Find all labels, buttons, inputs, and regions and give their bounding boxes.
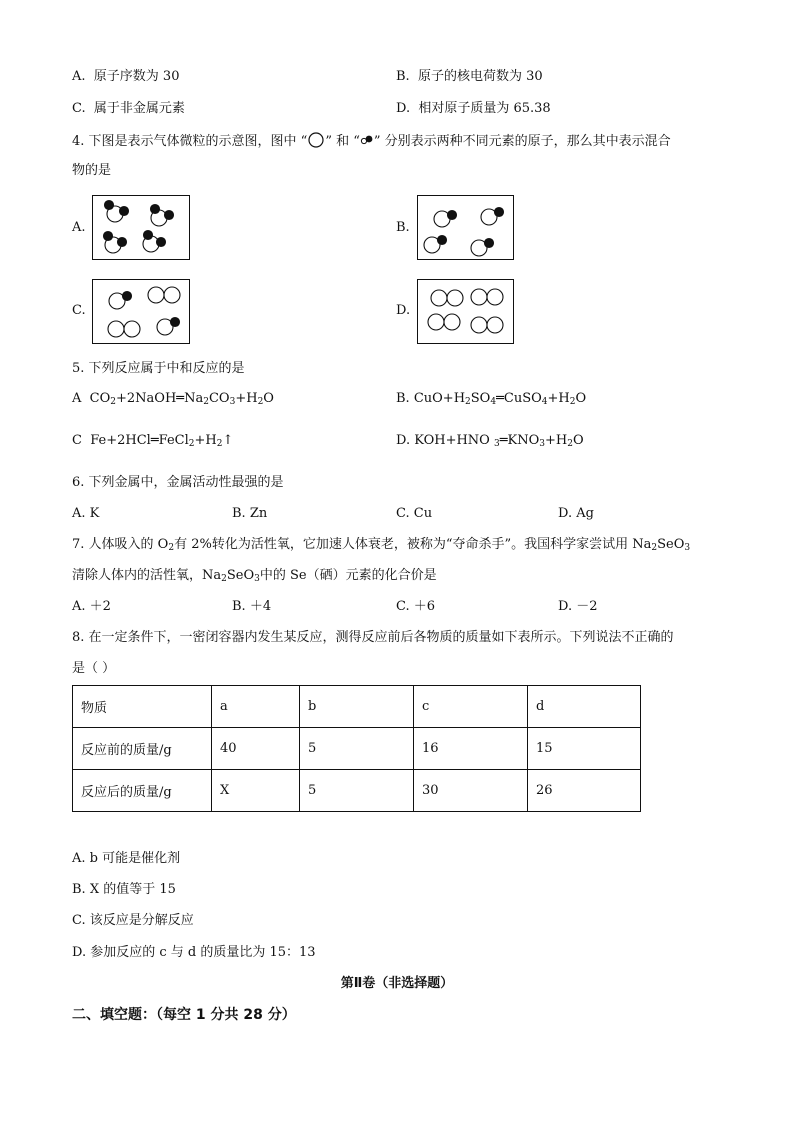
- diagram-a-molecules: [93, 196, 189, 259]
- q3-option-d: D. 相对原子质量为 65.38: [396, 101, 551, 116]
- solid-dot-icon: [360, 132, 374, 148]
- q7-stem-line2: 清除人体内的活性氧，$Na_2SeO_3$中的 Se（硒）元素的化合价是: [72, 568, 437, 584]
- q4-stem-line1: 4. 下图是表示气体微粒的示意图，图中 “ ” 和 “ ” 分别表示两种不同元素的原子，那么其中表示混合: [72, 134, 671, 149]
- q8-stem-line1: 8. 在一定条件下，一密闭容器内发生某反应，测得反应前后各物质的质量如下表所示。下列说法不正确的: [72, 630, 674, 645]
- table-cell: b: [300, 686, 414, 728]
- q6-option-a: A. K: [72, 506, 100, 521]
- diagram-b: [417, 195, 514, 260]
- q8-stem-line2: 是（ ）: [72, 661, 116, 676]
- diagram-b-molecules: [418, 196, 513, 259]
- table-cell: 物质: [73, 686, 212, 728]
- q7-option-c: C. ＋6: [396, 599, 436, 614]
- table-row: [73, 728, 641, 770]
- table-cell: 26: [528, 770, 641, 812]
- table-row: [73, 770, 641, 812]
- diagram-c-molecules: [93, 280, 189, 343]
- diagram-c: [92, 279, 190, 344]
- table-cell: 30: [414, 770, 528, 812]
- q4-label-c: C.: [72, 303, 86, 318]
- q7-option-d: D. －2: [558, 599, 598, 614]
- q5-option-c: C $Fe+2HCl═FeCl_2+H_2↑$: [72, 433, 234, 449]
- q3-option-c: C. 属于非金属元素: [72, 101, 185, 116]
- table-cell: 5: [300, 770, 414, 812]
- hollow-circle-icon: [307, 132, 325, 148]
- table-cell: 5: [300, 728, 414, 770]
- diagram-d: [417, 279, 514, 344]
- table-cell: 40: [212, 728, 300, 770]
- table-cell: 反应后的质量/g: [73, 770, 212, 812]
- table-cell: 反应前的质量/g: [73, 728, 212, 770]
- table-cell: d: [528, 686, 641, 728]
- table-cell: 16: [414, 728, 528, 770]
- section-heading: 二、填空题：（每空 1 分共 28 分）: [72, 1007, 296, 1023]
- q6-option-d: D. Ag: [558, 506, 594, 521]
- table-cell: 15: [528, 728, 641, 770]
- q4-label-b: B.: [396, 220, 410, 235]
- q8-option-c: C. 该反应是分解反应: [72, 913, 194, 928]
- table-cell: a: [212, 686, 300, 728]
- q5-stem: 5. 下列反应属于中和反应的是: [72, 361, 245, 376]
- q8-option-b: B. X 的值等于 15: [72, 882, 176, 897]
- q3-option-b: B. 原子的核电荷数为 30: [396, 69, 543, 84]
- q7-stem-line1: 7. 人体吸入的 $O_2$有 2%转化为活性氧，它加速人体衰老，被称为“夺命杀手”。我国科学家尝试用 $Na_2SeO_3$: [72, 537, 691, 553]
- section-title: 第Ⅱ卷（非选择题）: [340, 976, 454, 991]
- table-row: [73, 686, 641, 728]
- q7-option-b: B. ＋4: [232, 599, 272, 614]
- q8-option-d: D. 参加反应的 c 与 d 的质量比为 15：13: [72, 945, 316, 960]
- mass-table: [72, 685, 641, 812]
- q6-option-c: C. Cu: [396, 506, 433, 521]
- diagram-a: [92, 195, 190, 260]
- q5-option-d: D. KOH+HNO $_3═KNO_3+H_2O$: [396, 433, 584, 449]
- q6-option-b: B. Zn: [232, 506, 268, 521]
- table-cell: X: [212, 770, 300, 812]
- table-cell: c: [414, 686, 528, 728]
- q4-stem-line2: 物的是: [72, 163, 112, 178]
- q7-option-a: A. ＋2: [72, 599, 111, 614]
- q5-option-a: A $CO_2+2NaOH═Na_2CO_3+H_2O$: [72, 391, 274, 407]
- q4-label-d: D.: [396, 303, 411, 318]
- q4-label-a: A.: [72, 220, 86, 235]
- diagram-d-molecules: [418, 280, 513, 343]
- q8-option-a: A. b 可能是催化剂: [72, 851, 181, 866]
- q5-option-b: B. $CuO+H_2SO_4═CuSO_4+H_2O$: [396, 391, 587, 407]
- q6-stem: 6. 下列金属中，金属活动性最强的是: [72, 475, 284, 490]
- q3-option-a: A. 原子序数为 30: [72, 69, 180, 84]
